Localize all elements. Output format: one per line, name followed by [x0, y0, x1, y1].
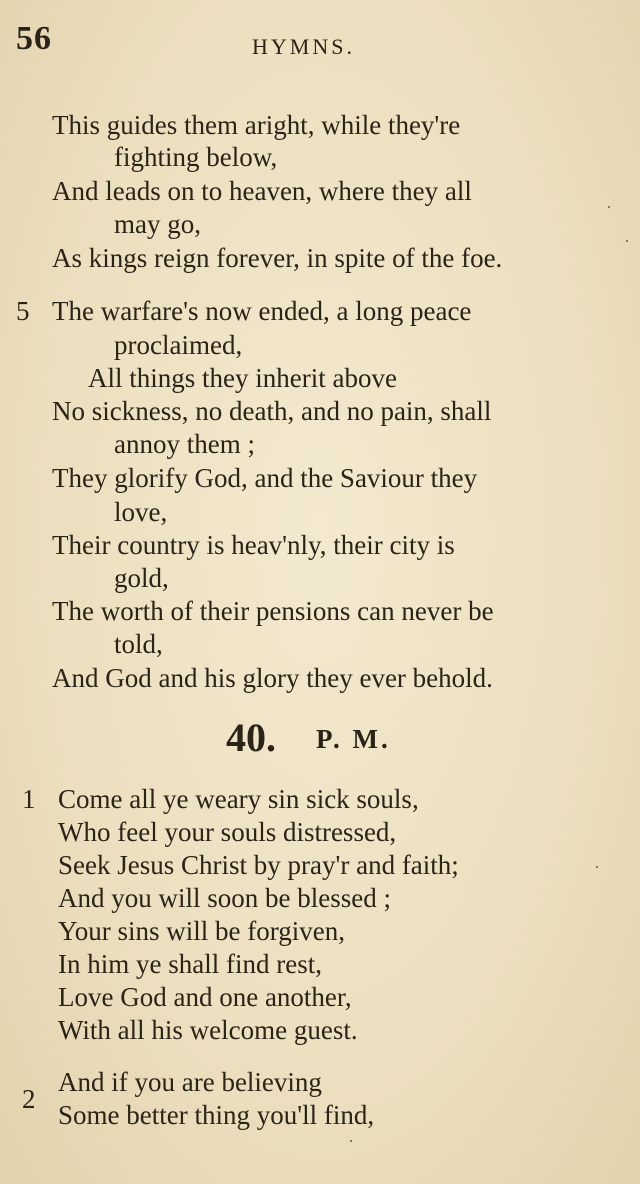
hymn-meter: P. M.: [316, 724, 391, 754]
ink-speck: [596, 866, 598, 868]
verse-line: fighting below,: [114, 142, 278, 172]
verse-line: The worth of their pensions can never be: [52, 596, 494, 626]
verse-line: Love God and one another,: [58, 982, 352, 1012]
verse-number: 2: [22, 1084, 36, 1114]
verse-line: And God and his glory they ever behold.: [52, 663, 493, 693]
verse-line: love,: [114, 497, 168, 527]
verse-line: As kings reign forever, in spite of the foe.: [52, 243, 503, 273]
verse-number: 1: [22, 784, 36, 814]
verse-line: And leads on to heaven, where they all: [52, 176, 472, 206]
verse-number: 5: [16, 296, 30, 326]
verse-line: With all his welcome guest.: [58, 1015, 358, 1045]
verse-line: gold,: [114, 563, 169, 593]
hymn-number: 40.: [226, 715, 276, 760]
verse-line: Your sins will be forgiven,: [58, 916, 346, 946]
ink-speck: [608, 206, 610, 208]
verse-line: The warfare's now ended, a long peace: [52, 296, 472, 326]
verse-line: All things they inherit above: [88, 363, 397, 393]
ink-speck: [350, 1140, 352, 1142]
running-head: HYMNS.: [252, 34, 355, 59]
verse-line: And if you are believing: [58, 1067, 322, 1097]
verse-line: Seek Jesus Christ by pray'r and faith;: [58, 850, 459, 880]
verse-line: Their country is heav'nly, their city is: [52, 530, 455, 560]
verse-line: Some better thing you'll find,: [58, 1100, 375, 1130]
verse-line: No sickness, no death, and no pain, shall: [52, 396, 492, 426]
verse-line: proclaimed,: [114, 330, 243, 360]
verse-line: They glorify God, and the Saviour they: [52, 463, 478, 493]
verse-line: And you will soon be blessed ;: [58, 883, 391, 913]
verse-line: may go,: [114, 209, 201, 239]
verse-line: annoy them ;: [114, 429, 255, 459]
verse-line: Come all ye weary sin sick souls,: [58, 784, 419, 814]
verse-line: In him ye shall find rest,: [58, 949, 322, 979]
ink-speck: [626, 240, 628, 242]
verse-line: told,: [114, 629, 163, 659]
page-number: 56: [16, 20, 52, 57]
verse-line: Who feel your souls distressed,: [58, 817, 397, 847]
verse-line: This guides them aright, while they're: [52, 110, 461, 140]
